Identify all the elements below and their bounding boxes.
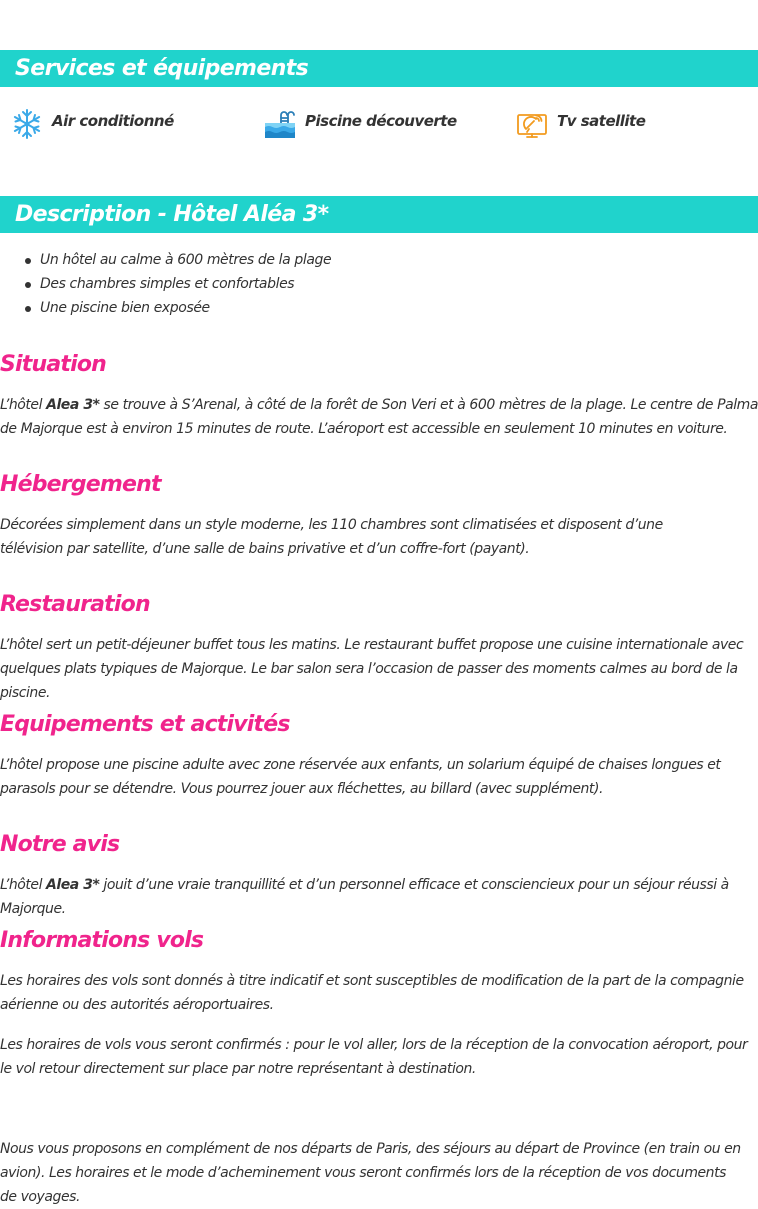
services-title: Services et équipements xyxy=(0,50,758,87)
list-item: Une piscine bien exposée xyxy=(0,296,331,320)
restauration-heading: Restauration xyxy=(0,592,150,617)
vols-text-1: Les horaires des vols sont donnés à titre indicatif et sont susceptibles de modification de la part de la compagnie aérienne ou des autorités aéroportuaires. xyxy=(0,973,744,1013)
snowflake-icon xyxy=(11,108,43,140)
service-label: Piscine découverte xyxy=(305,112,457,130)
equipements-heading: Equipements et activités xyxy=(0,712,290,737)
vols-text-3: Nous vous proposons en complément de nos départs de Paris, des séjours au départ de Province (en train ou en avion). Les horaires et le mode d’acheminement vous seront confirmés lors de la réception de vos documents de voyages. xyxy=(0,1141,741,1205)
restauration-text: L’hôtel sert un petit-déjeuner buffet tous les matins. Le restaurant buffet propose une cuisine internationale avec quelques plats typiques de Majorque. Le bar salon sera l’occasion de passer des moments calmes au bord de la piscine. xyxy=(0,637,744,701)
list-item: Des chambres simples et confortables xyxy=(0,272,331,296)
vols-text-2: Les horaires de vols vous seront confirmés : pour le vol aller, lors de la réception de la convocation aéroport, pour le vol retour directement sur place par notre représentant à destination. xyxy=(0,1037,748,1077)
situation-heading: Situation xyxy=(0,352,107,377)
description-title: Description - Hôtel Aléa 3* xyxy=(0,196,758,233)
pool-icon xyxy=(264,108,296,140)
service-piscine xyxy=(264,108,457,140)
avis-text: L’hôtel Alea 3* jouit d’une vraie tranquillité et d’un personnel efficace et consciencieux pour un séjour réussi à Majorque. xyxy=(0,877,729,917)
satellite-tv-icon xyxy=(516,108,548,140)
vols-heading: Informations vols xyxy=(0,928,204,953)
hebergement-text: Décorées simplement dans un style moderne, les 110 chambres sont climatisées et disposent d’une télévision par satellite, d’une salle de bains privative et d’un coffre-fort (payant). xyxy=(0,517,663,557)
avis-heading: Notre avis xyxy=(0,832,120,857)
situation-text: L’hôtel Alea 3* se trouve à S’Arenal, à côté de la forêt de Son Veri et à 600 mètres de la plage. Le centre de Palma de Majorque est à environ 15 minutes de route. L’aéroport est accessible en seulement 10 minutes en voiture. xyxy=(0,397,758,437)
service-label: Tv satellite xyxy=(557,112,646,130)
hebergement-heading: Hébergement xyxy=(0,472,161,497)
service-air-conditionne xyxy=(11,108,174,140)
service-label: Air conditionné xyxy=(52,112,174,130)
service-tv-satellite xyxy=(516,108,645,140)
list-item: Un hôtel au calme à 600 mètres de la plage xyxy=(0,248,331,272)
hotel-name: Alea 3* xyxy=(46,397,100,413)
description-bullets xyxy=(0,248,331,320)
hotel-name: Alea 3* xyxy=(46,877,100,893)
equipements-text: L’hôtel propose une piscine adulte avec zone réservée aux enfants, un solarium équipé de chaises longues et parasols pour se détendre. Vous pourrez jouer aux fléchettes, au billard (avec supplément). xyxy=(0,757,721,797)
